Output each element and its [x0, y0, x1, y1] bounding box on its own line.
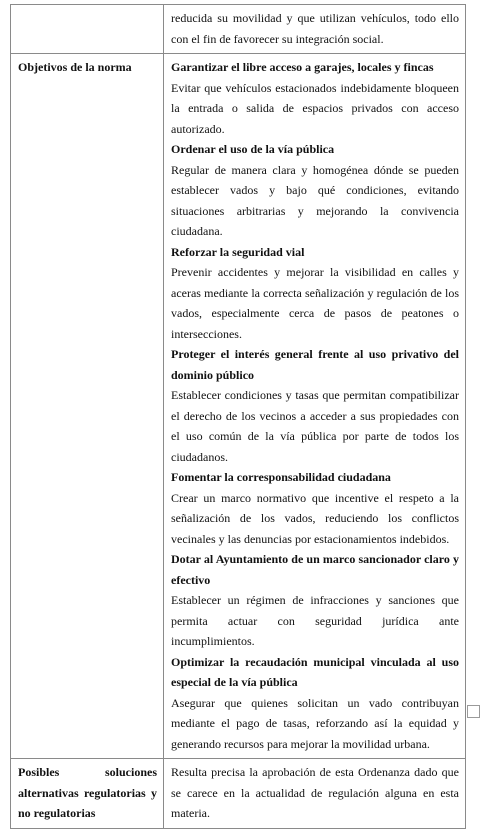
objective-heading: Garantizar el libre acceso a garajes, locales y fincas	[171, 60, 434, 74]
paragraph: Establecer condiciones y tasas que permitan compatibilizar el derecho de los vecinos a acceder a sus propiedades con el uso común de la vía pública por parte de todos los ciudadanos.	[171, 388, 459, 464]
objective-heading: Fomentar la corresponsabilidad ciudadana	[171, 470, 391, 484]
paragraph: Asegurar que quienes solicitan un vado contribuyan mediante el pago de tasas, reforzando así la equidad y generando recursos para mejorar la movilidad urbana.	[171, 695, 459, 751]
row-label	[11, 5, 164, 54]
row-label: Posibles soluciones alternativas regulatorias y no regulatorias	[11, 759, 164, 829]
resize-handle[interactable]	[467, 705, 480, 718]
table-row	[11, 54, 466, 759]
paragraph: Resulta precisa la aprobación de esta Ordenanza dado que se carece en la actualidad de regulación alguna en esta materia.	[171, 765, 459, 820]
paragraph: reducida su movilidad y que utilizan vehículos, todo ello con el fin de favorecer su integración social.	[171, 11, 459, 46]
regulation-table	[10, 4, 466, 829]
table-row	[11, 759, 466, 829]
row-content	[164, 759, 466, 829]
paragraph: Prevenir accidentes y mejorar la visibilidad en calles y aceras mediante la correcta señalización y regulación de los vados, especialmente cerca de pasos de peatones o intersecciones.	[171, 265, 459, 341]
objective-heading: Reforzar la seguridad vial	[171, 244, 305, 259]
paragraph: Crear un marco normativo que incentive el respeto a la señalización de los vados, reduciendo los conflictos vecinales y las denuncias por estacionamientos indebidos.	[171, 490, 459, 546]
row-content	[164, 5, 466, 54]
objective-heading: Optimizar la recaudación municipal vinculada al uso especial de la vía pública	[171, 654, 459, 689]
table-row	[11, 5, 466, 54]
paragraph: Establecer un régimen de infracciones y sanciones que permita actuar con seguridad jurídica ante incumplimientos.	[171, 593, 459, 648]
objective-heading: Dotar al Ayuntamiento de un marco sancionador claro y efectivo	[171, 552, 459, 587]
paragraph: Regular de manera clara y homogénea dónde se pueden establecer vados y bajo qué condiciones, evitando situaciones arbitrarias y mejorando la convivencia ciudadana.	[171, 162, 459, 238]
row-content	[164, 54, 466, 759]
objective-heading: Ordenar el uso de la vía pública	[171, 142, 335, 156]
objective-heading: Proteger el interés general frente al uso privativo del dominio público	[171, 347, 459, 382]
paragraph: Evitar que vehículos estacionados indebidamente bloqueen la entrada o salida de espacios privados con acceso autorizado.	[171, 80, 459, 136]
row-label: Objetivos de la norma	[11, 54, 164, 759]
